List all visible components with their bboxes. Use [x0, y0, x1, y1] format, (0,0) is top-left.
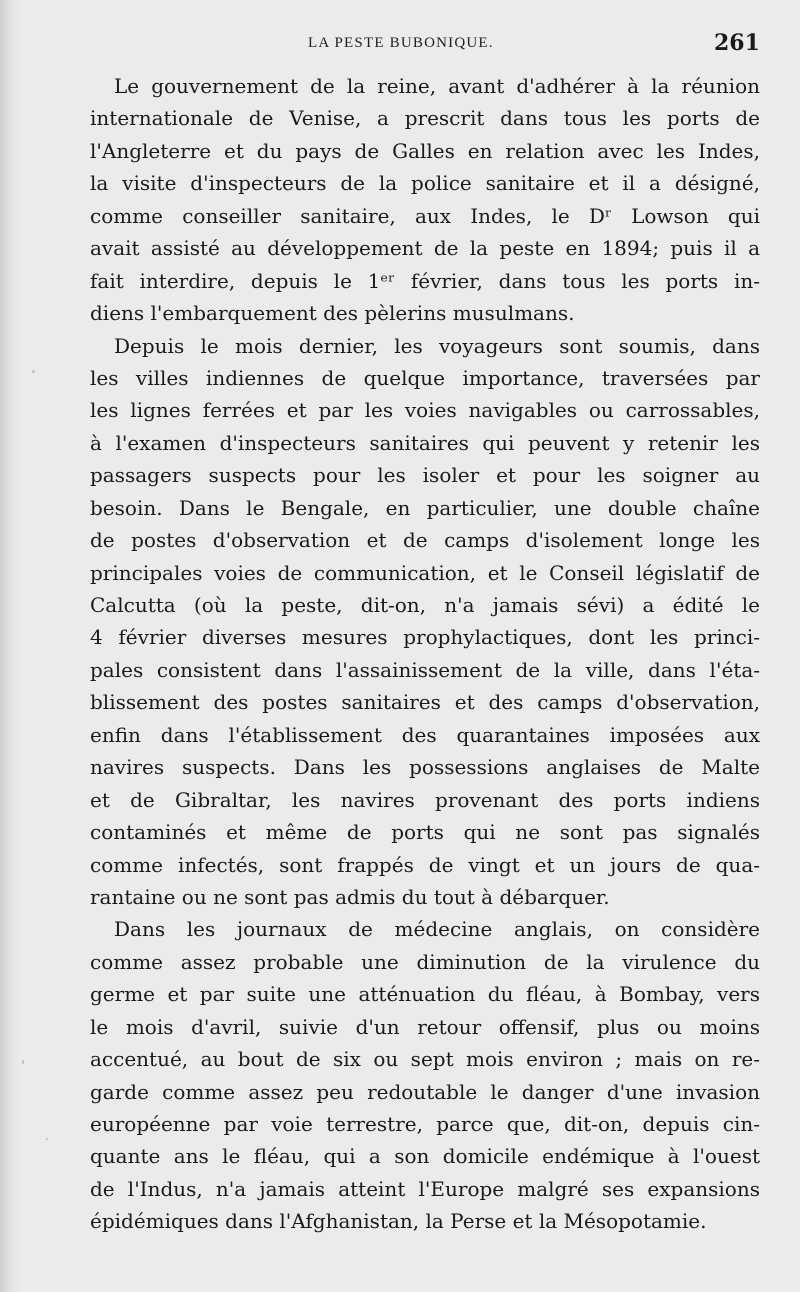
body-text	[90, 70, 760, 1238]
text-line: passagers suspects pour les isoler et pour les soigner au	[90, 463, 760, 488]
text-line: besoin. Dans le Bengale, en particulier, une double chaîne	[90, 495, 760, 520]
paper-speck	[32, 370, 35, 373]
text-line: principales voies de communication, et le Conseil législatif de	[90, 560, 760, 585]
text-line: Le gouvernement de la reine, avant d'adhérer à la réunion	[114, 74, 760, 98]
text-line: accentué, au bout de six ou sept mois environ ; mais on re-	[90, 1047, 760, 1072]
text-line: comme conseiller sanitaire, aux Indes, le Dʳ Lowson qui	[90, 203, 760, 228]
text-line: quante ans le fléau, qui a son domicile endémique à l'ouest	[90, 1144, 760, 1169]
text-line: pales consistent dans l'assainissement de la ville, dans l'éta-	[90, 657, 760, 682]
text-line: européenne par voie terrestre, parce que, dit-on, depuis cin-	[90, 1112, 760, 1136]
text-line: à l'examen d'inspecteurs sanitaires qui peuvent y retenir les	[90, 430, 760, 455]
text-line: comme assez probable une diminution de la virulence du	[90, 949, 760, 974]
text-line: rantaine ou ne sont pas admis du tout à débarquer.	[90, 884, 610, 909]
paper-speck	[22, 1060, 24, 1064]
text-line: Depuis le mois dernier, les voyageurs sont soumis, dans	[114, 333, 760, 358]
text-line: la visite d'inspecteurs de la police sanitaire et il a désigné,	[90, 171, 760, 196]
text-line: les lignes ferrées et par les voies navigables ou carrossables,	[90, 398, 760, 423]
text-line: épidémiques dans l'Afghanistan, la Perse et la Mésopotamie.	[90, 1209, 707, 1234]
text-line: et de Gibraltar, les navires provenant des ports indiens	[90, 787, 760, 812]
text-line: de l'Indus, n'a jamais atteint l'Europe malgré ses expansions	[90, 1176, 760, 1201]
text-line: germe et par suite une atténuation du fléau, à Bombay, vers	[90, 982, 760, 1007]
text-line: l'Angleterre et du pays de Galles en relation avec les Indes,	[90, 138, 760, 163]
text-line: fait interdire, depuis le 1ᵉʳ février, dans tous les ports in-	[90, 268, 760, 293]
text-line: contaminés et même de ports qui ne sont pas signalés	[90, 820, 760, 845]
running-title: LA PESTE BUBONIQUE.	[308, 35, 494, 51]
text-line: garde comme assez peu redoutable le danger d'une invasion	[90, 1079, 760, 1104]
text-line: navires suspects. Dans les possessions anglaises de Malte	[90, 755, 760, 780]
text-line: les villes indiennes de quelque importance, traversées par	[90, 365, 760, 390]
text-line: enfin dans l'établissement des quarantaines imposées aux	[90, 722, 760, 747]
text-line: 4 février diverses mesures prophylactiques, dont les princi-	[90, 625, 760, 650]
text-line: internationale de Venise, a prescrit dans tous les ports de	[90, 106, 760, 131]
page-number: 261	[714, 30, 760, 56]
page-header	[0, 30, 800, 60]
text-line: comme infectés, sont frappés de vingt et un jours de qua-	[90, 852, 760, 877]
text-line: le mois d'avril, suivie d'un retour offensif, plus ou moins	[90, 1014, 760, 1039]
paper-speck	[46, 1138, 48, 1140]
text-line: de postes d'observation et de camps d'isolement longe les	[90, 528, 760, 553]
text-line: avait assisté au développement de la peste en 1894; puis il a	[90, 236, 760, 261]
text-line: blissement des postes sanitaires et des camps d'observation,	[90, 690, 760, 715]
text-line: Dans les journaux de médecine anglais, on considère	[114, 917, 760, 942]
text-line: diens l'embarquement des pèlerins musulmans.	[90, 301, 575, 326]
page-edge-shadow	[0, 0, 20, 1292]
text-line: Calcutta (où la peste, dit-on, n'a jamais sévi) a édité le	[90, 593, 760, 617]
